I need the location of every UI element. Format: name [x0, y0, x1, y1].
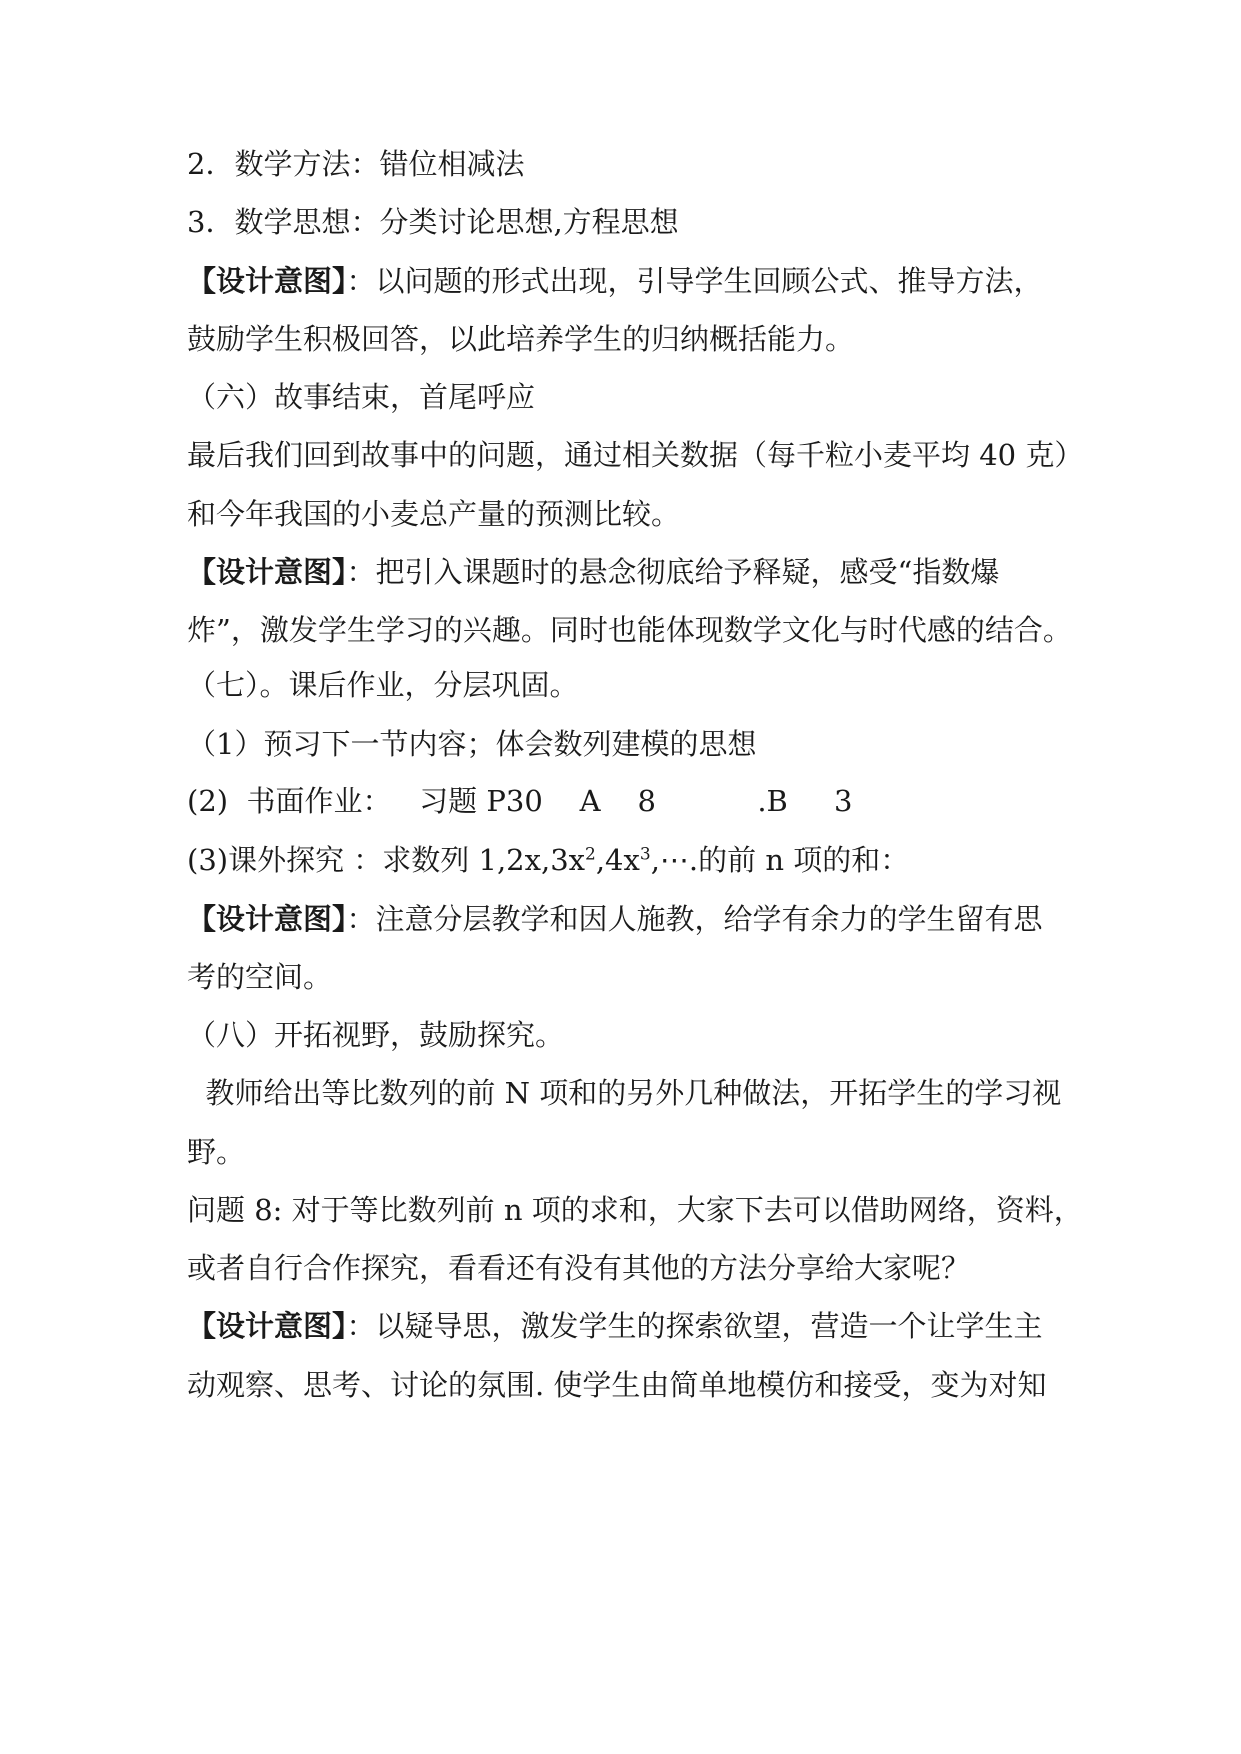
- section-heading-7: （七）。课后作业，分层巩固。: [187, 668, 579, 702]
- paragraph-line: 和今年我国的小麦总产量的预测比较。: [187, 497, 681, 531]
- paragraph-line: 动观察、思考、讨论的氛围. 使学生由简单地模仿和接受，变为对知: [187, 1368, 1047, 1402]
- design-intent-label: 【设计意图】: [187, 264, 347, 298]
- thought-line: 3．数学思想：分类讨论思想,方程思想: [187, 205, 679, 239]
- paragraph-line: 最后我们回到故事中的问题，通过相关数据（每千粒小麦平均 40 克）: [187, 438, 1084, 472]
- design-intent-paragraph: 【设计意图】：把引入课题时的悬念彻底给予释疑，感受“指数爆: [187, 555, 1000, 589]
- design-intent-paragraph: 【设计意图】：以问题的形式出现，引导学生回顾公式、推导方法，: [187, 264, 1043, 298]
- question-8-line: 问题 8: 对于等比数列前 n 项的求和，大家下去可以借助网络，资料，: [187, 1193, 1083, 1227]
- paragraph-line: 考的空间。: [187, 960, 333, 994]
- paragraph-line: 鼓励学生积极回答，以此培养学生的归纳概括能力。: [187, 322, 855, 356]
- homework-item-1: （1）预习下一节内容；体会数列建模的思想: [187, 727, 757, 761]
- design-intent-paragraph: 【设计意图】：注意分层教学和因人施教，给学有余力的学生留有思: [187, 902, 1043, 936]
- homework-item-2: (2) 书面作业： 习题 P30 A 8 .B 3: [187, 784, 853, 818]
- design-intent-label: 【设计意图】: [187, 902, 347, 936]
- paragraph-line: 教师给出等比数列的前 N 项和的另外几种做法，开拓学生的学习视: [187, 1076, 1062, 1110]
- paragraph-line: 野。: [187, 1135, 246, 1169]
- section-heading-6: （六）故事结束，首尾呼应: [187, 380, 536, 414]
- paragraph-line: 炸”，激发学生学习的兴趣。同时也能体现数学文化与时代感的结合。: [187, 613, 1072, 647]
- design-intent-label: 【设计意图】: [187, 1309, 347, 1343]
- homework-item-3: (3)课外探究 ：求数列 $1,2x,3x^2,4x^3,\cdots$.的前 n 项的和：: [187, 843, 910, 877]
- paragraph-line: 或者自行合作探究，看看还有没有其他的方法分享给大家呢？: [187, 1251, 971, 1285]
- design-intent-paragraph: 【设计意图】：以疑导思，激发学生的探索欲望，营造一个让学生主: [187, 1309, 1043, 1343]
- section-heading-8: （八）开拓视野，鼓励探究。: [187, 1018, 565, 1052]
- design-intent-label: 【设计意图】: [187, 555, 347, 589]
- method-line: 2．数学方法：错位相减法: [187, 147, 525, 181]
